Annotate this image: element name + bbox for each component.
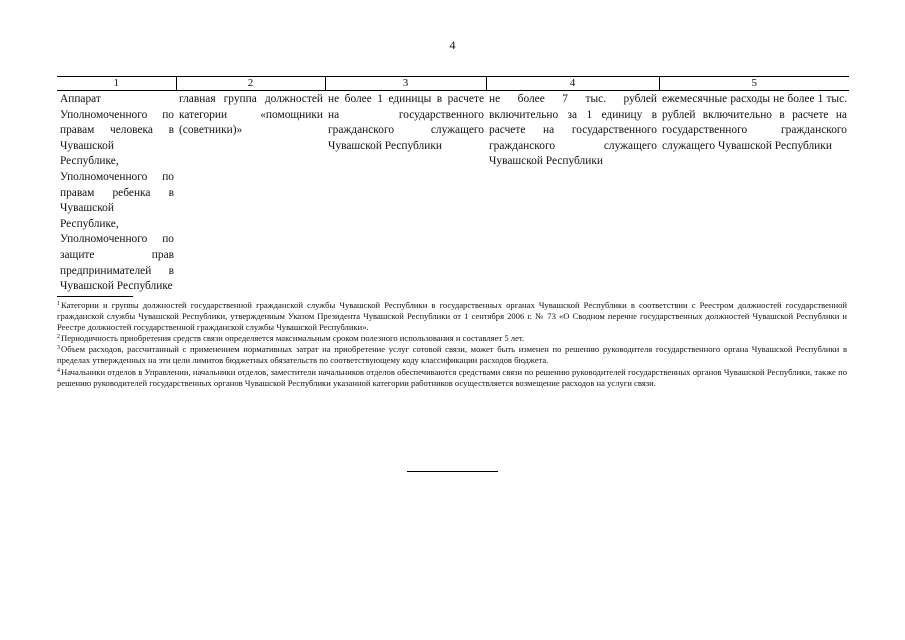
end-divider <box>407 471 498 472</box>
cell-organ <box>57 91 176 295</box>
footnote-divider <box>57 296 133 297</box>
footnote-text: Начальники отделов в Управлении, начальники отделов, заместители начальников отделов обеспечиваются средствами связи по решению руководителей государственных органов Чувашской Республики, также по решению руководителей государственных органов Чувашской Республики указанной категории работников осуществляется возмещение расходов на услуги связи. <box>57 366 847 388</box>
column-header-4: 4 <box>486 77 659 91</box>
column-header-3: 3 <box>325 77 486 91</box>
column-header-5: 5 <box>659 77 849 91</box>
column-header-2: 2 <box>176 77 325 91</box>
cell-position-group-text: главная группа должностей категории «помощники (советники)» <box>179 93 323 137</box>
footnote-text: Периодичность приобретения средств связи определяется максимальным сроком полезного использования и составляет 5 лет. <box>61 333 525 344</box>
footnote-1 <box>57 300 847 333</box>
footnote-mark: 4 <box>57 367 60 374</box>
footnote-mark: 1 <box>57 301 60 307</box>
cell-price-text: не более 7 тыс. рублей включительно за 1 единицу в расчете на государственного гражданского служащего Чувашской Республики <box>489 93 657 168</box>
page-number: 4 <box>449 38 456 52</box>
cell-price <box>486 91 659 295</box>
footnote-text: Категории и группы должностей государственной гражданской службы Чувашской Республики в государственных органах Чувашской Республики в соответствии с Реестром должностей государственной гражданской службы Чувашской Республики, утвержденным Указом Президента Чувашской Республики от 1 сентября 2006 г. № 73 «О Сводном перечне государственных должностей Чувашской Республики и Реестре должностей государственной гражданской службы Чувашской Республики». <box>57 300 847 333</box>
cell-monthly-expenses <box>659 91 849 295</box>
cell-organ-text: Аппарат Уполномоченного по правам человека в Чувашской Республике, Уполномоченного по правам ребенка в Чувашской Республике, Уполномоченного по защите прав предпринимателей в Чувашской Республике <box>60 93 174 293</box>
footnote-mark: 2 <box>57 334 60 341</box>
norms-table <box>57 76 849 295</box>
cell-position-group <box>176 91 325 295</box>
footnote-mark: 3 <box>57 345 60 352</box>
footnote-3 <box>57 344 847 366</box>
table-row <box>57 91 849 295</box>
footnotes <box>57 300 847 389</box>
footnote-text: Объем расходов, рассчитанный с применением нормативных затрат на приобретение услуг сотовой связи, может быть изменен по решению руководителя государственного органа Чувашской Республики в пределах утвержденных на эти цели лимитов бюджетных обязательств по соответствующему коду классификации расходов бюджета. <box>57 344 847 366</box>
footnote-4 <box>57 367 847 389</box>
column-header-1: 1 <box>57 77 176 91</box>
cell-quantity-text: не более 1 единицы в расчете на государственного гражданского служащего Чувашской Республики <box>328 93 484 152</box>
table-header-row <box>57 77 849 91</box>
footnote-2 <box>57 333 847 344</box>
cell-quantity <box>325 91 486 295</box>
cell-monthly-expenses-text: ежемесячные расходы не более 1 тыс. рублей включительно в расчете на государственного гражданского служащего Чувашской Республики <box>662 93 847 152</box>
